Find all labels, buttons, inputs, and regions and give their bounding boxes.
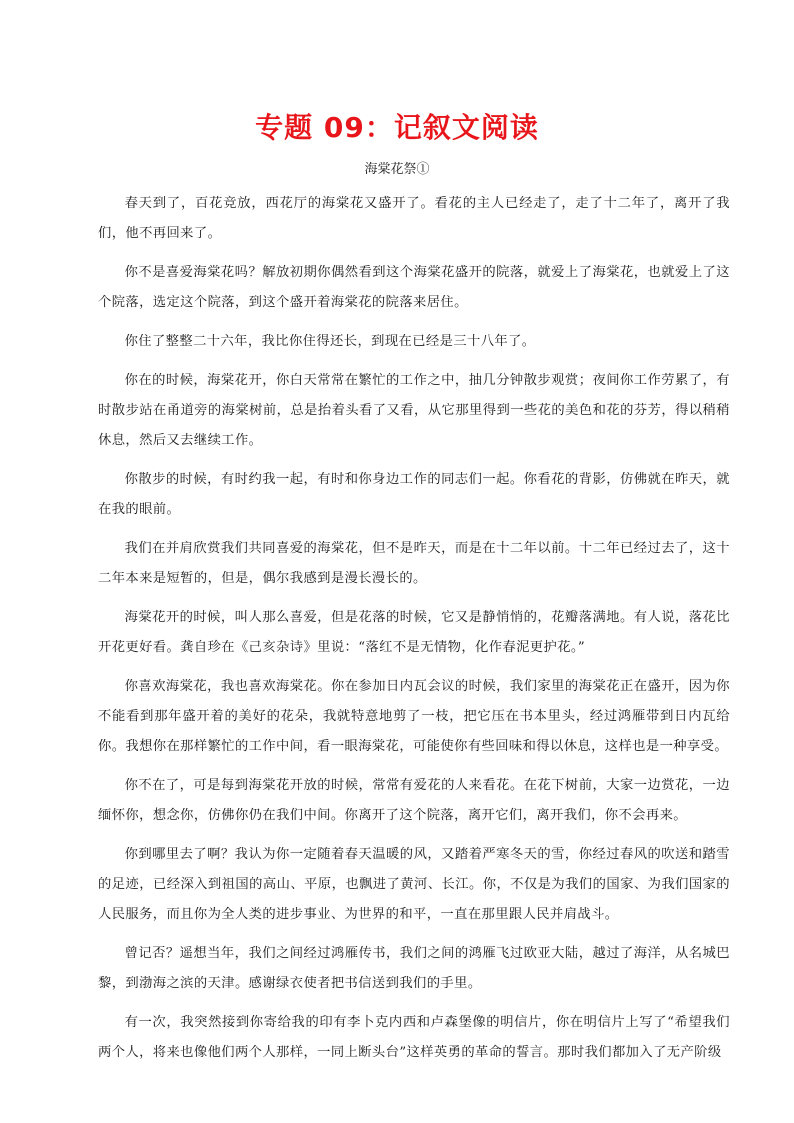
paragraph: 我们在并肩欣赏我们共同喜爱的海棠花，但不是昨天，而是在十二年以前。十二年已经过去了，这十二年本来是短暂的，但是，偶尔我感到是漫长漫长的。 — [98, 541, 730, 586]
paragraph: 春天到了，百花竞放，西花厅的海棠花又盛开了。看花的主人已经走了，走了十二年了，离开了我们，他不再回来了。 — [98, 196, 730, 241]
paragraph: 你散步的时候，有时约我一起，有时和你身边工作的同志们一起。你看花的背影，仿佛就在昨天，就在我的眼前。 — [98, 472, 730, 517]
document-title: 专题 09：记叙文阅读 — [255, 111, 539, 144]
paragraph: 你不是喜爱海棠花吗？解放初期你偶然看到这个海棠花盛开的院落，就爱上了海棠花，也就爱上了这个院落，选定这个院落，到这个盛开着海棠花的院落来居住。 — [98, 265, 730, 310]
paragraph: 你到哪里去了啊？我认为你一定随着春天温暖的风，又踏着严寒冬天的雪，你经过春风的吹送和踏雪的足迹，已经深入到祖国的高山、平原，也飘进了黄河、长江。你，不仅是为我们的国家、为我们国家的人民服务，而且你为全人类的进步事业、为世界的和平，一直在那里跟人民并肩战斗。 — [98, 847, 730, 922]
paragraph: 你不在了，可是每到海棠花开放的时候，常常有爱花的人来看花。在花下树前，大家一边赏花，一边缅怀你，想念你，仿佛你仍在我们中间。你离开了这个院落，离开它们，离开我们，你不会再来。 — [98, 778, 730, 823]
paragraph: 你在的时候，海棠花开，你白天常常在繁忙的工作之中，抽几分钟散步观赏；夜间你工作劳累了，有时散步站在甬道旁的海棠树前，总是抬着头看了又看，从它那里得到一些花的美色和花的芬芳，得以稍稍休息，然后又去继续工作。 — [98, 373, 730, 448]
article-body — [98, 189, 730, 1077]
article-title: 海棠花祭① — [364, 162, 430, 177]
paragraph: 你住了整整二十六年，我比你住得还长，到现在已经是三十八年了。 — [124, 334, 536, 349]
paragraph: 海棠花开的时候，叫人那么喜爱，但是花落的时候，它又是静悄悄的，花瓣落满地。有人说，落花比开花更好看。龚自珍在《己亥杂诗》里说：“落红不是无情物，化作春泥更护花。” — [98, 610, 730, 655]
paragraph: 曾记否？遥想当年，我们之间经过鸿雁传书，我们之间的鸿雁飞过欧亚大陆，越过了海洋，从名城巴黎，到渤海之滨的天津。感谢绿衣使者把书信送到我们的手里。 — [98, 946, 730, 991]
paragraph: 有一次，我突然接到你寄给我的印有李卜克内西和卢森堡像的明信片，你在明信片上写了“希望我们两个人，将来也像他们两个人那样，一同上断头台”这样英勇的革命的誓言。那时我们都加入了无产阶级 — [98, 1015, 730, 1060]
paragraph: 你喜欢海棠花，我也喜欢海棠花。你在参加日内瓦会议的时候，我们家里的海棠花正在盛开，因为你不能看到那年盛开着的美好的花朵，我就特意地剪了一枝，把它压在书本里头，经过鸿雁带到日内瓦给你。我想你在那样繁忙的工作中间，看一眼海棠花，可能使你有些回味和得以休息，这样也是一种享受。 — [98, 679, 730, 754]
